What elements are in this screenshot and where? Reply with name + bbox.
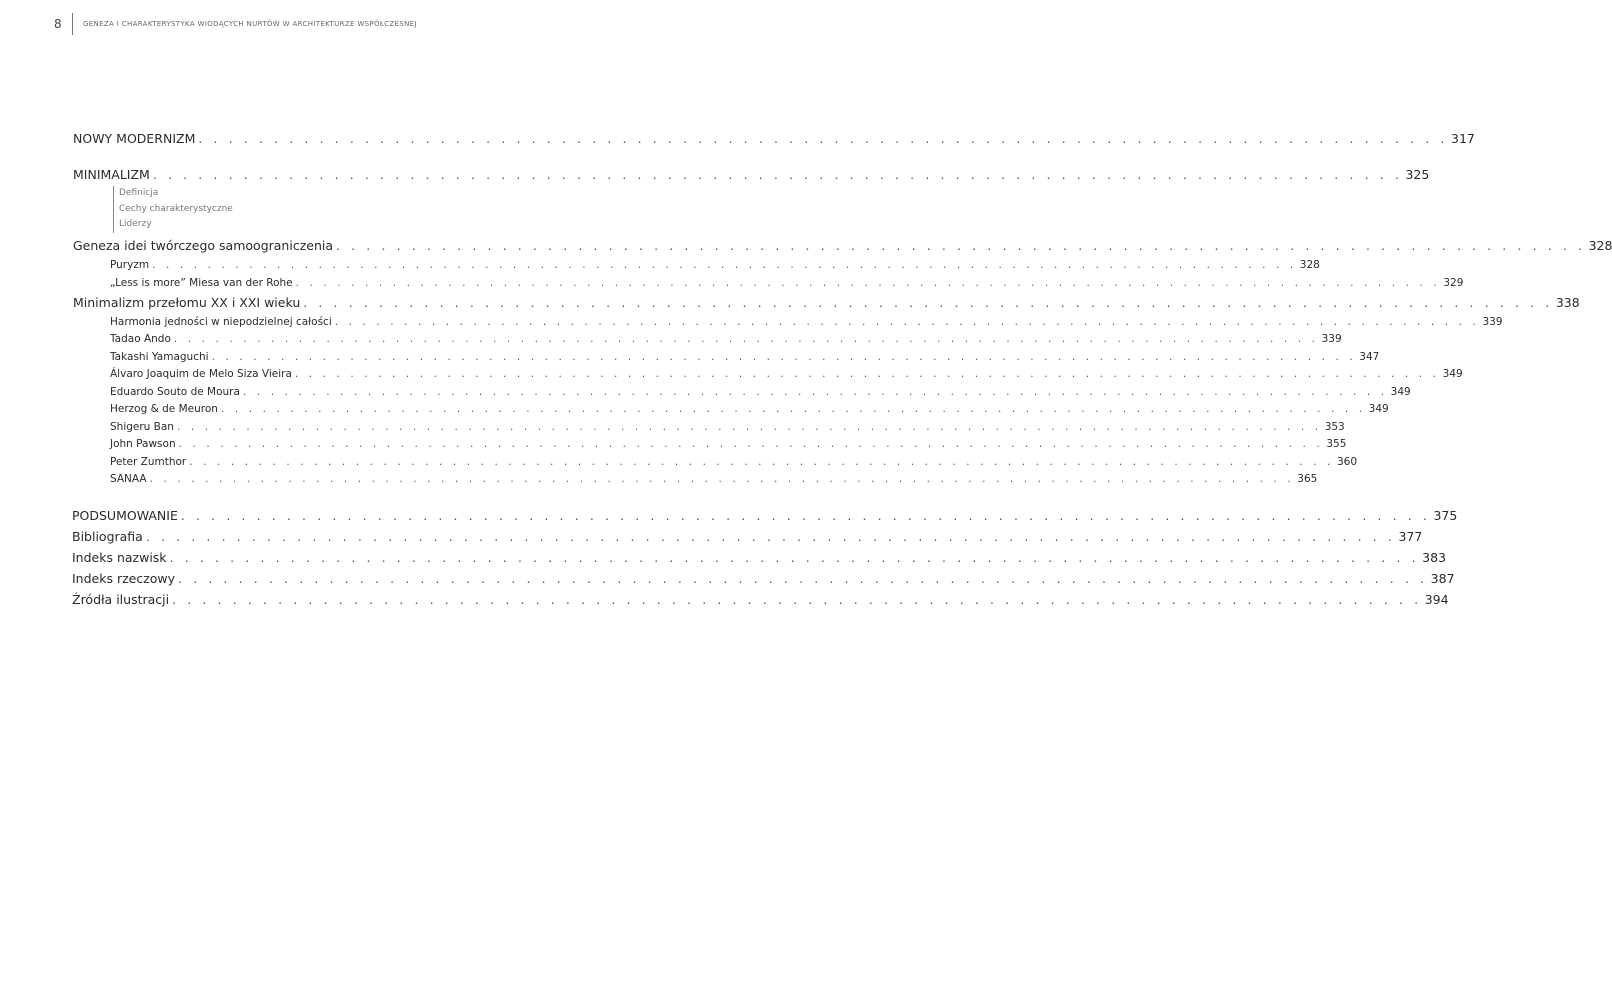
dot-leader: . . . . . . . . . . . . . . . . . . . . . . . . . . . . . . . . . . . . . . . . . . . . . . . . . . . . . . . . . . . . . . . . . . . . . . . . . . . . . . . . . . . xyxy=(334,316,1480,328)
toc-entry-title: Peter Zumthor xyxy=(110,456,187,468)
toc-entry-page: 383 xyxy=(1422,550,1447,565)
subsection-definicja[interactable]: Definicja xyxy=(119,188,159,198)
dot-leader: . . . . . . . . . . . . . . . . . . . . . . . . . . . . . . . . . . . . . . . . . . . . . . . . . . . . . . . . . . . . . . . . . . . . . . . . . . . . . . . . . . . xyxy=(169,550,1420,565)
toc-entry-page: 375 xyxy=(1433,508,1458,523)
toc-entry-podsumowanie[interactable] xyxy=(72,508,1458,523)
toc-entry-yamaguchi[interactable] xyxy=(110,351,1380,363)
toc-entry-page: 339 xyxy=(1482,316,1503,328)
toc-entry-siza[interactable] xyxy=(110,368,1463,380)
toc-entry-page: 394 xyxy=(1424,592,1449,607)
toc-entry-page: 349 xyxy=(1390,386,1411,398)
subsection-cechy[interactable]: Cechy charakterystyczne xyxy=(119,203,233,214)
toc-entry-page: 325 xyxy=(1405,167,1430,182)
toc-entry-page: 355 xyxy=(1326,438,1347,450)
page-number: 8 xyxy=(54,17,62,31)
toc-entry-page: 349 xyxy=(1368,403,1389,415)
toc-entry-page: 317 xyxy=(1451,131,1475,146)
toc-entry-page: 339 xyxy=(1321,333,1342,345)
dot-leader: . . . . . . . . . . . . . . . . . . . . . . . . . . . . . . . . . . . . . . . . . . . . . . . . . . . . . . . . . . . . . . . . . . . . . . . . . . . . . . . . . . . xyxy=(295,277,1441,289)
toc-entry-title: Indeks rzeczowy xyxy=(72,571,176,586)
toc-entry-title: PODSUMOWANIE xyxy=(72,508,178,523)
dot-leader: . . . . . . . . . . . . . . . . . . . . . . . . . . . . . . . . . . . . . . . . . . . . . . . . . . . . . . . . . . . . . . . . . . . . . . . . . . . . . . . . . . . xyxy=(172,592,1422,607)
page-header xyxy=(54,13,417,35)
toc-entry-title: NOWY MODERNIZM xyxy=(73,131,196,146)
dot-leader: . . . . . . . . . . . . . . . . . . . . . . . . . . . . . . . . . . . . . . . . . . . . . . . . . . . . . . . . . . . . . . . . . . . . . . . . . . . . . . . . . . . xyxy=(198,131,1448,146)
dot-leader: . . . . . . . . . . . . . . . . . . . . . . . . . . . . . . . . . . . . . . . . . . . . . . . . . . . . . . . . . . . . . . . . . . . . . . . . . . . . . . . . . . . xyxy=(294,368,1440,380)
toc-entry-title: Źródła ilustracji xyxy=(72,592,170,607)
toc-entry-title: Puryzm xyxy=(110,259,150,271)
dot-leader: . . . . . . . . . . . . . . . . . . . . . . . . . . . . . . . . . . . . . . . . . . . . . . . . . . . . . . . . . . . . . . . . . . . . . . . . . . . . . . . . . . . xyxy=(178,571,1428,586)
toc-entry-ban[interactable] xyxy=(110,421,1345,433)
running-title: GENEZA I CHARAKTERYSTYKA WIODĄCYCH NURTÓW W ARCHITEKTURZE WSPÓŁCZESNEJ xyxy=(83,20,417,28)
dot-leader: . . . . . . . . . . . . . . . . . . . . . . . . . . . . . . . . . . . . . . . . . . . . . . . . . . . . . . . . . . . . . . . . . . . . . . . . . . . . . . . . . . . xyxy=(211,351,1357,363)
dot-leader: . . . . . . . . . . . . . . . . . . . . . . . . . . . . . . . . . . . . . . . . . . . . . . . . . . . . . . . . . . . . . . . . . . . . . . . . . . . . . . . . . . . xyxy=(242,386,1388,398)
toc-entry-indeks-nazwisk[interactable] xyxy=(72,550,1447,565)
toc-entry-page: 338 xyxy=(1555,295,1580,310)
toc-entry-nowy-modernizm[interactable] xyxy=(73,131,1475,146)
toc-entry-page: 387 xyxy=(1430,571,1455,586)
toc-entry-title: Harmonia jedności w niepodzielnej całości xyxy=(110,316,332,328)
dot-leader: . . . . . . . . . . . . . . . . . . . . . . . . . . . . . . . . . . . . . . . . . . . . . . . . . . . . . . . . . . . . . . . . . . . . . . . . . . . . . . . . . . . xyxy=(336,238,1586,253)
dot-leader: . . . . . . . . . . . . . . . . . . . . . . . . . . . . . . . . . . . . . . . . . . . . . . . . . . . . . . . . . . . . . . . . . . . . . . . . . . . . . . . . . . . xyxy=(180,508,1431,523)
toc-entry-herzog[interactable] xyxy=(110,403,1389,415)
dot-leader: . . . . . . . . . . . . . . . . . . . . . . . . . . . . . . . . . . . . . . . . . . . . . . . . . . . . . . . . . . . . . . . . . . . . . . . . . . . . . . . . . . . xyxy=(152,167,1403,182)
dot-leader: . . . . . . . . . . . . . . . . . . . . . . . . . . . . . . . . . . . . . . . . . . . . . . . . . . . . . . . . . . . . . . . . . . . . . . . . . . . . . . . . . . . xyxy=(152,259,1297,271)
toc-entry-title: Shigeru Ban xyxy=(110,421,174,433)
dot-leader: . . . . . . . . . . . . . . . . . . . . . . . . . . . . . . . . . . . . . . . . . . . . . . . . . . . . . . . . . . . . . . . . . . . . . . . . . . . . . . . . . . . xyxy=(220,403,1366,415)
dot-leader: . . . . . . . . . . . . . . . . . . . . . . . . . . . . . . . . . . . . . . . . . . . . . . . . . . . . . . . . . . . . . . . . . . . . . . . . . . . . . . . . . . . xyxy=(303,295,1553,310)
header-divider xyxy=(72,13,73,35)
toc-entry-title: SANAA xyxy=(110,473,147,485)
toc-entry-title: Herzog & de Meuron xyxy=(110,403,218,415)
toc-entry-bibliografia[interactable] xyxy=(72,529,1423,544)
dot-leader: . . . . . . . . . . . . . . . . . . . . . . . . . . . . . . . . . . . . . . . . . . . . . . . . . . . . . . . . . . . . . . . . . . . . . . . . . . . . . . . . . . . xyxy=(176,421,1322,433)
toc-entry-page: 328 xyxy=(1299,259,1320,271)
dot-leader: . . . . . . . . . . . . . . . . . . . . . . . . . . . . . . . . . . . . . . . . . . . . . . . . . . . . . . . . . . . . . . . . . . . . . . . . . . . . . . . . . . . xyxy=(145,529,1396,544)
toc-entry-page: 349 xyxy=(1442,368,1463,380)
dot-leader: . . . . . . . . . . . . . . . . . . . . . . . . . . . . . . . . . . . . . . . . . . . . . . . . . . . . . . . . . . . . . . . . . . . . . . . . . . . . . . . . . . . xyxy=(173,333,1319,345)
toc-entry-title: Bibliografia xyxy=(72,529,143,544)
toc-entry-page: 360 xyxy=(1336,456,1358,468)
toc-entry-title: Takashi Yamaguchi xyxy=(110,351,209,363)
toc-entry-geneza[interactable] xyxy=(73,238,1612,253)
dot-leader: . . . . . . . . . . . . . . . . . . . . . . . . . . . . . . . . . . . . . . . . . . . . . . . . . . . . . . . . . . . . . . . . . . . . . . . . . . . . . . . . . . . xyxy=(149,473,1295,485)
toc-entry-page: 329 xyxy=(1443,277,1464,289)
toc-entry-pawson[interactable] xyxy=(110,438,1347,450)
dot-leader: . . . . . . . . . . . . . . . . . . . . . . . . . . . . . . . . . . . . . . . . . . . . . . . . . . . . . . . . . . . . . . . . . . . . . . . . . . . . . . . . . . . xyxy=(189,456,1334,468)
toc-entry-title: John Pawson xyxy=(110,438,176,450)
toc-entry-title: Álvaro Joaquim de Melo Siza Vieira xyxy=(110,368,292,380)
toc-entry-title: MINIMALIZM xyxy=(73,167,150,182)
toc-entry-page: 377 xyxy=(1398,529,1423,544)
toc-entry-zrodla[interactable] xyxy=(72,592,1449,607)
toc-entry-title: Geneza idei twórczego samoograniczenia xyxy=(73,238,333,253)
minimalizm-subsections xyxy=(113,186,233,233)
toc-entry-zumthor[interactable] xyxy=(110,456,1358,468)
dot-leader: . . . . . . . . . . . . . . . . . . . . . . . . . . . . . . . . . . . . . . . . . . . . . . . . . . . . . . . . . . . . . . . . . . . . . . . . . . . . . . . . . . . xyxy=(178,438,1324,450)
toc-entry-less-is-more[interactable] xyxy=(110,277,1464,289)
toc-entry-title: Eduardo Souto de Moura xyxy=(110,386,240,398)
toc-entry-title: Minimalizm przełomu XX i XXI wieku xyxy=(73,295,301,310)
toc-entry-page: 347 xyxy=(1359,351,1380,363)
toc-entry-page: 353 xyxy=(1324,421,1345,433)
toc-entry-puryzm[interactable] xyxy=(110,259,1320,271)
toc-entry-title: Tadao Ando xyxy=(110,333,171,345)
toc-entry-page: 365 xyxy=(1297,473,1318,485)
toc-entry-ando[interactable] xyxy=(110,333,1342,345)
toc-entry-title: „Less is more” Miesa van der Rohe xyxy=(110,277,293,289)
toc-entry-minimalizm[interactable] xyxy=(73,167,1430,182)
toc-entry-page: 328 xyxy=(1588,238,1612,253)
toc-entry-sanaa[interactable] xyxy=(110,473,1318,485)
subsection-liderzy[interactable]: Liderzy xyxy=(119,219,152,229)
toc-entry-harmonia[interactable] xyxy=(110,316,1503,328)
toc-entry-indeks-rzeczowy[interactable] xyxy=(72,571,1455,586)
toc-entry-title: Indeks nazwisk xyxy=(72,550,167,565)
toc-entry-souto[interactable] xyxy=(110,386,1411,398)
toc-entry-przelom[interactable] xyxy=(73,295,1580,310)
